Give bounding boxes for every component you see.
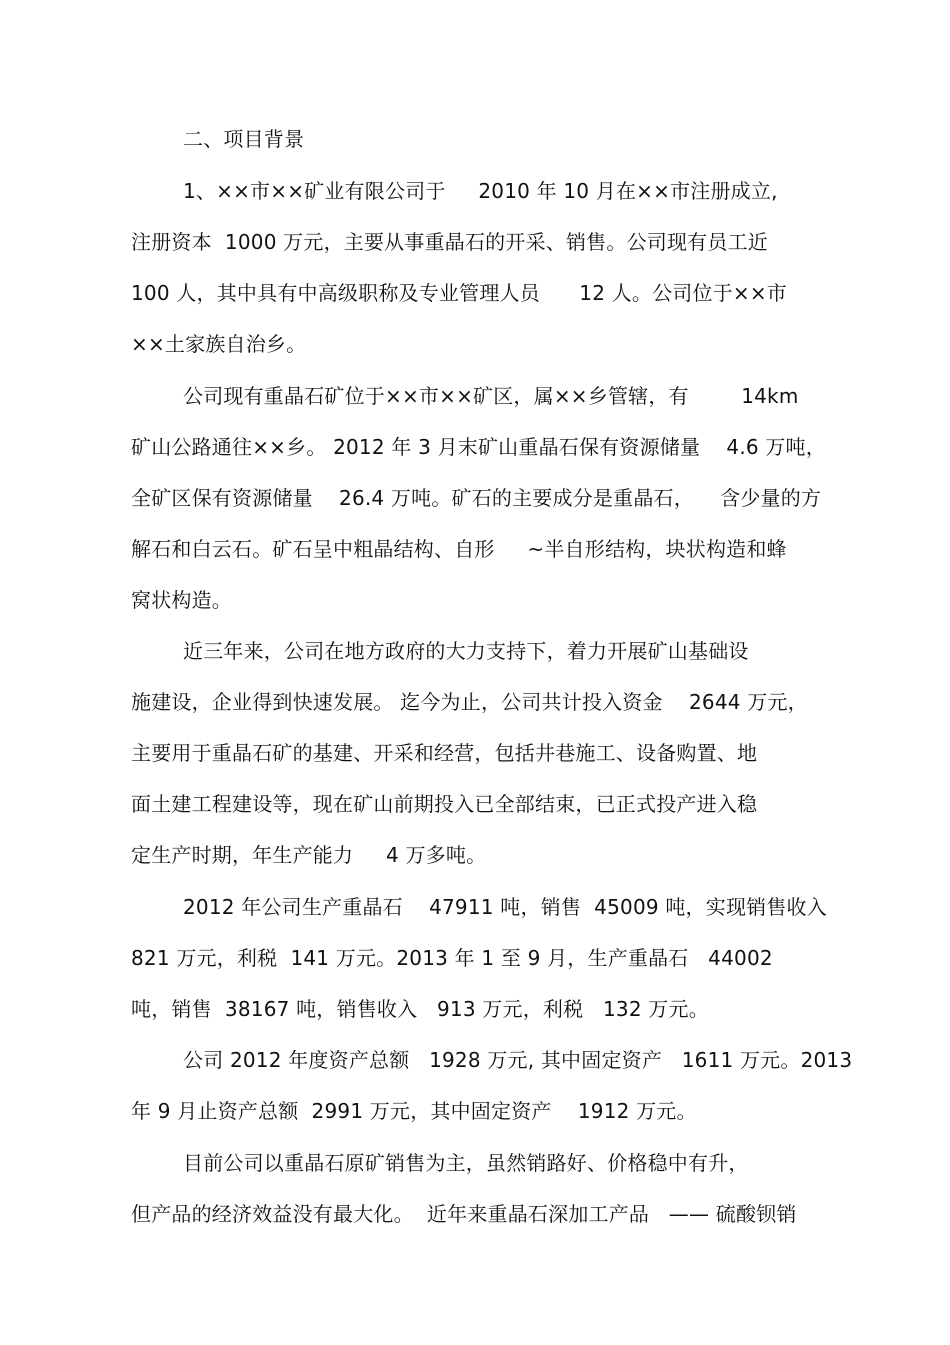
section-heading: 二、项目背景: [183, 127, 305, 151]
paragraph-2-line-2: 矿山公路通往××乡。 2012 年 3 月末矿山重晶石保有资源储量 4.6 万吨，: [131, 435, 826, 459]
paragraph-2-line-3: 全矿区保有资源储量 26.4 万吨。矿石的主要成分是重晶石， 含少量的方: [131, 486, 822, 510]
paragraph-3-line-1: 近三年来，公司在地方政府的大力支持下，着力开展矿山基础设: [183, 639, 749, 663]
paragraph-2-line-1: 公司现有重晶石矿位于××市××矿区，属××乡管辖，有 14km: [183, 384, 799, 408]
paragraph-5-line-1: 公司 2012 年度资产总额 1928 万元, 其中固定资产 1611 万元。2013: [183, 1048, 853, 1072]
paragraph-4-line-3: 吨，销售 38167 吨，销售收入 913 万元，利税 132 万元。: [131, 997, 709, 1021]
paragraph-1-line-4: ××土家族自治乡。: [131, 332, 307, 356]
paragraph-6-line-1: 目前公司以重晶石原矿销售为主，虽然销路好、价格稳中有升，: [183, 1151, 749, 1175]
paragraph-6-line-2: 但产品的经济效益没有最大化。 近年来重晶石深加工产品 —— 硫酸钡销: [131, 1202, 797, 1226]
paragraph-1-line-3: 100 人，其中具有中高级职称及专业管理人员 12 人。公司位于××市: [131, 281, 787, 305]
paragraph-2-line-5: 窝状构造。: [131, 588, 232, 612]
paragraph-2-line-4: 解石和白云石。矿石呈中粗晶结构、自形 ~半自形结构，块状构造和蜂: [131, 537, 787, 561]
paragraph-1-line-2: 注册资本 1000 万元，主要从事重晶石的开采、销售。公司现有员工近: [131, 230, 768, 254]
paragraph-3-line-4: 面土建工程建设等，现在矿山前期投入已全部结束，已正式投产进入稳: [131, 792, 758, 816]
paragraph-3-line-5: 定生产时期，年生产能力 4 万多吨。: [131, 843, 487, 867]
paragraph-4-line-2: 821 万元，利税 141 万元。2013 年 1 至 9 月，生产重晶石 44002: [131, 946, 773, 970]
paragraph-1-line-1: 1、××市××矿业有限公司于 2010 年 10 月在××市注册成立,: [183, 179, 778, 203]
paragraph-3-line-2: 施建设，企业得到快速发展。 迄今为止，公司共计投入资金 2644 万元，: [131, 690, 808, 714]
paragraph-3-line-3: 主要用于重晶石矿的基建、开采和经营，包括井巷施工、设备购置、地: [131, 741, 758, 765]
paragraph-4-line-1: 2012 年公司生产重晶石 47911 吨，销售 45009 吨，实现销售收入: [183, 895, 827, 919]
paragraph-5-line-2: 年 9 月止资产总额 2991 万元，其中固定资产 1912 万元。: [131, 1099, 697, 1123]
